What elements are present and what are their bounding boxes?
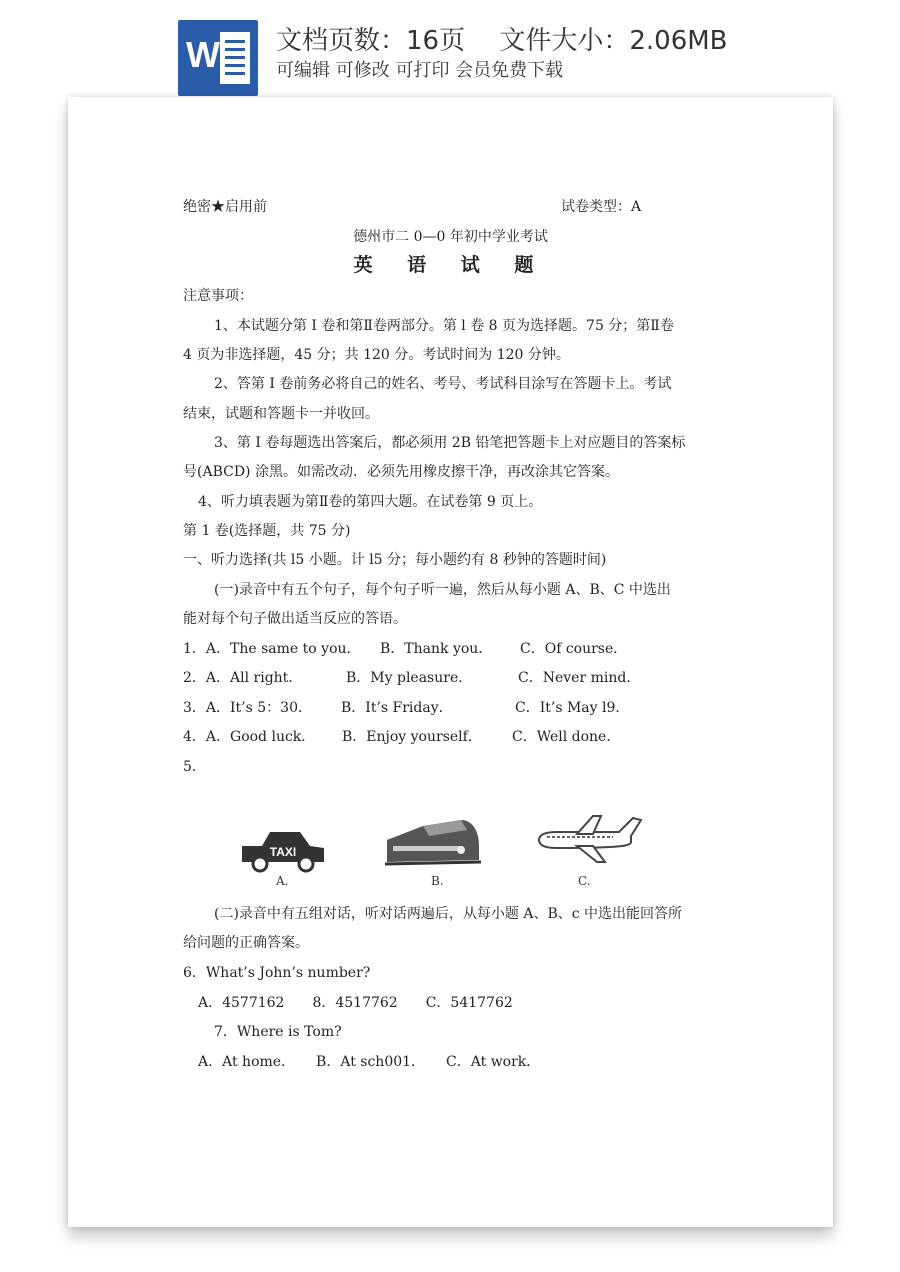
- question-4-option-c: C．Well done．: [512, 729, 621, 745]
- question-5-pictures: [238, 812, 728, 892]
- question-4-option-b: B．Enjoy yourself．: [342, 729, 482, 745]
- paper-type: 试卷类型：A: [561, 199, 642, 215]
- question-6-options: A．4577162 8．4517762 C．5417762: [198, 995, 513, 1011]
- banner-title: 文档页数：16页 文件大小：2.06MB: [276, 26, 728, 56]
- notice-heading: 注意事项：: [183, 288, 253, 304]
- page-title: 英 语 试 题: [353, 254, 548, 276]
- notice-line: 1、本试题分第 I 卷和第Ⅱ卷两部分。第 l 卷 8 页为选择题。75 分；第Ⅱ卷: [214, 318, 674, 334]
- question-7: 7．Where is Tom?: [214, 1024, 342, 1040]
- question-3-option-c: C．It’s May l9．: [515, 700, 630, 716]
- notice-line: 4 页为非选择题，45 分；共 120 分。考试时间为 120 分钟。: [183, 347, 570, 363]
- banner-subtitle: 可编辑 可修改 可打印 会员免费下载: [276, 60, 564, 81]
- airplane-picture: [533, 814, 643, 864]
- instruction-line: (一)录音中有五个句子，每个句子听一遍，然后从每小题 A、B、C 中选出: [214, 582, 671, 598]
- train-picture: [383, 812, 483, 872]
- page-lines-icon: [220, 32, 250, 84]
- question-7-options: A．At home． B．At sch001． C．At work．: [198, 1054, 541, 1070]
- notice-line: 2、答第 I 卷前务必将自己的姓名、考号、考试科目涂写在答题卡上。考试: [214, 376, 672, 392]
- instruction-line: 给问题的正确答案。: [183, 935, 309, 951]
- notice-line: 3、第 I 卷每题选出答案后，都必须用 2B 铅笔把答题卡上对应题目的答案标: [214, 435, 686, 451]
- figure-label-c: C.: [578, 874, 591, 888]
- notice-line: 4、听力填表题为第Ⅱ卷的第四大题。在试卷第 9 页上。: [198, 494, 543, 510]
- document-banner: [0, 0, 900, 100]
- section-heading: 一、听力选择(共 l5 小题。计 l5 分；每小题约有 8 秒钟的答题时间): [183, 552, 607, 568]
- question-4: 4．A．Good luck．: [183, 729, 316, 745]
- instruction-line: (二)录音中有五组对话，听对话两遍后，从每小题 A、B、c 中选出能回答所: [214, 906, 683, 922]
- question-1-option-c: C．Of course．: [520, 641, 628, 657]
- question-3: 3．A．It’s 5：30．: [183, 700, 312, 716]
- question-5: 5.: [183, 759, 197, 775]
- section-heading: 第 1 卷(选择题，共 75 分): [183, 523, 351, 539]
- word-letter: W: [186, 34, 220, 75]
- question-2: 2．A．All right．: [183, 670, 303, 686]
- question-6: 6．What’s John’s number?: [183, 965, 371, 981]
- notice-line: 结束，试题和答题卡一并收回。: [183, 406, 379, 422]
- question-2-option-b: B．My pleasure．: [346, 670, 473, 686]
- document-page: [68, 97, 833, 1227]
- exam-name: 德州市二 0—0 年初中学业考试: [353, 229, 548, 245]
- taxi-picture: [238, 824, 328, 874]
- question-1: 1．A．The same to you．: [183, 641, 361, 657]
- instruction-line: 能对每个句子做出适当反应的答语。: [183, 611, 407, 627]
- taxi-sign: TAXI: [269, 845, 297, 859]
- question-1-option-b: B．Thank you．: [380, 641, 493, 657]
- word-document-icon: [178, 20, 258, 96]
- secret-mark: 绝密★启用前: [183, 199, 267, 215]
- figure-label-b: B.: [431, 874, 444, 888]
- question-2-option-c: C．Never mind．: [518, 670, 641, 686]
- notice-line: 号(ABCD) 涂黑。如需改动．必须先用橡皮擦干净，再改涂其它答案。: [183, 464, 619, 480]
- question-3-option-b: B．It’s Friday．: [341, 700, 453, 716]
- figure-label-a: A.: [276, 874, 289, 888]
